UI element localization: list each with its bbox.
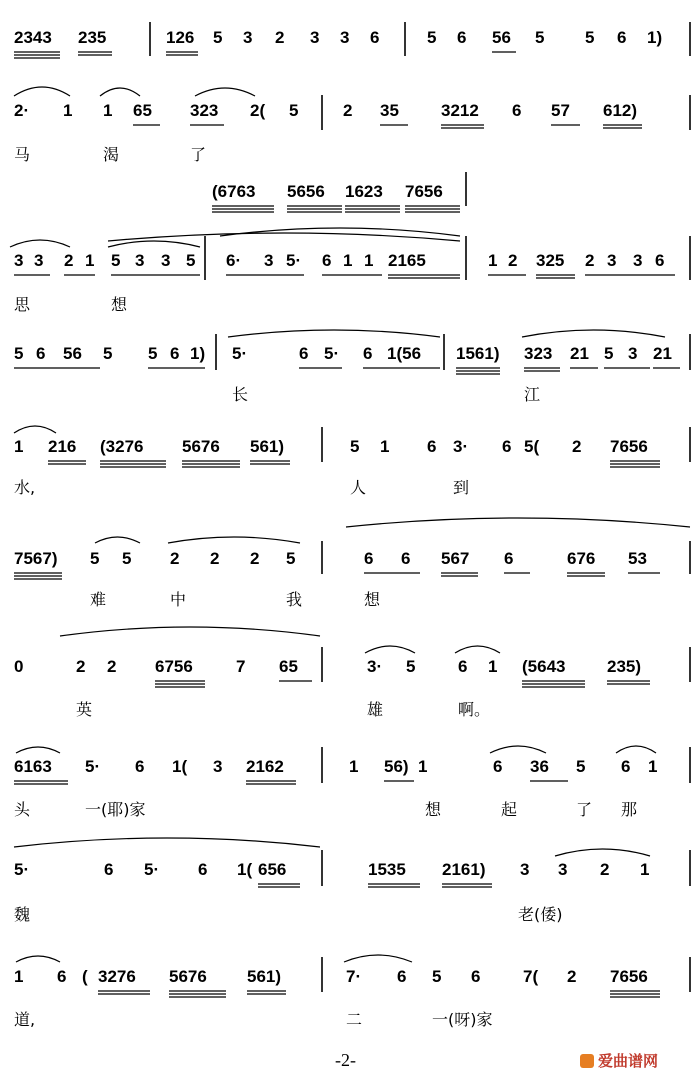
note-group: 57 <box>551 101 570 120</box>
note-group: 1623 <box>345 182 383 201</box>
note-group: 1535 <box>368 860 406 879</box>
slur <box>60 627 320 636</box>
note: 5· <box>286 251 302 270</box>
note: 1( <box>237 860 253 879</box>
slur <box>455 646 500 653</box>
note: 3 <box>264 251 274 270</box>
lyric: 道, <box>14 1010 36 1029</box>
note-group: 235 <box>78 28 107 47</box>
slur <box>16 747 60 753</box>
lyric: 我 <box>286 590 303 609</box>
note: 5 <box>585 28 595 47</box>
note: 2 <box>585 251 595 270</box>
note-group: 1(56 <box>387 344 422 363</box>
watermark <box>580 1050 658 1071</box>
note-group: 325 <box>536 251 565 270</box>
note: 6 <box>502 437 512 456</box>
note: 2 <box>600 860 610 879</box>
note: 3 <box>520 860 530 879</box>
note-group: 567 <box>441 549 470 568</box>
note-group: 36 <box>530 757 549 776</box>
note: 1( <box>172 757 188 776</box>
note-group: 2162 <box>246 757 284 776</box>
note-group: 7567) <box>14 549 58 568</box>
note: 5 <box>122 549 132 568</box>
note: 1 <box>648 757 658 776</box>
note-group: 21 <box>653 344 672 363</box>
note: 2 <box>107 657 117 676</box>
note: 1 <box>103 101 113 120</box>
note-group: 7656 <box>405 182 443 201</box>
slur <box>14 838 320 847</box>
lyric: 老(倭) <box>518 905 563 924</box>
lyric: 想 <box>111 295 128 314</box>
note: 1 <box>63 101 73 120</box>
note-group: 612) <box>603 101 638 120</box>
note: 5· <box>232 344 248 363</box>
note-group: 56 <box>492 28 511 47</box>
note: ( <box>82 967 88 986</box>
note: 1 <box>85 251 95 270</box>
lyric: 雄 <box>367 700 384 719</box>
note: 6 <box>617 28 627 47</box>
lyric: 啊。 <box>458 700 491 719</box>
note-group: (6763 <box>212 182 256 201</box>
note: 1 <box>640 860 650 879</box>
note: 6 <box>458 657 468 676</box>
note: 2 <box>170 549 180 568</box>
lyric: 了 <box>576 800 593 819</box>
note: 6· <box>226 251 242 270</box>
note: 5 <box>286 549 296 568</box>
lyric: 起 <box>501 800 518 819</box>
lyric: 渴 <box>103 145 120 164</box>
note: 1 <box>488 251 498 270</box>
note: 2 <box>343 101 353 120</box>
note: 1 <box>14 437 24 456</box>
note-group: 561) <box>247 967 282 986</box>
slur <box>168 537 300 543</box>
note: 5· <box>324 344 340 363</box>
note: 5 <box>103 344 113 363</box>
slur <box>100 88 140 96</box>
note-group: 1561) <box>456 344 500 363</box>
note-group: 7656 <box>610 967 648 986</box>
note: 1) <box>190 344 206 363</box>
note: 2· <box>14 101 30 120</box>
note: 2 <box>64 251 74 270</box>
note: 6 <box>370 28 380 47</box>
note: 6 <box>363 344 373 363</box>
note: 5 <box>148 344 158 363</box>
note: 3 <box>213 757 223 776</box>
slur <box>108 233 460 241</box>
slur <box>195 88 255 96</box>
note: 6 <box>427 437 437 456</box>
note: 6 <box>322 251 332 270</box>
lyric: 想 <box>364 590 381 609</box>
note: 3· <box>453 437 469 456</box>
note: 3 <box>34 251 44 270</box>
note-group: 65 <box>133 101 152 120</box>
note-group: 3276 <box>98 967 136 986</box>
note: 1 <box>14 967 24 986</box>
note: 3 <box>340 28 350 47</box>
lyric: 中 <box>170 590 187 609</box>
note-group: 216 <box>48 437 77 456</box>
note-group: 2161) <box>442 860 486 879</box>
note: 7( <box>523 967 539 986</box>
lyric: 人 <box>350 478 367 497</box>
note-group: 6756 <box>155 657 193 676</box>
note: 1 <box>418 757 428 776</box>
note: 5 <box>576 757 586 776</box>
note: 3 <box>310 28 320 47</box>
watermark-logo-icon <box>580 1054 594 1068</box>
note: 2 <box>567 967 577 986</box>
slur <box>555 849 650 856</box>
note: 5 <box>604 344 614 363</box>
slur <box>10 240 70 247</box>
note-group: (5643 <box>522 657 566 676</box>
note-group: 56 <box>63 344 82 363</box>
note-group: 3212 <box>441 101 479 120</box>
note: 6 <box>655 251 665 270</box>
note: 3· <box>367 657 383 676</box>
note-group: 6163 <box>14 757 52 776</box>
note: 6 <box>36 344 46 363</box>
lyric: 到 <box>453 478 470 497</box>
note: 6 <box>135 757 145 776</box>
note: 2 <box>250 549 260 568</box>
note: 1 <box>488 657 498 676</box>
note: 6 <box>198 860 208 879</box>
page-number: -2- <box>335 1050 356 1070</box>
note: 5 <box>289 101 299 120</box>
slur <box>14 426 56 433</box>
note: 5 <box>90 549 100 568</box>
lyric: 一(呀)家 <box>432 1010 493 1029</box>
note: 2 <box>76 657 86 676</box>
watermark-text: 爱曲谱网 <box>598 1052 659 1070</box>
note: 6 <box>493 757 503 776</box>
lyric: 水, <box>14 478 36 497</box>
slur <box>344 955 412 962</box>
note-group: 7656 <box>610 437 648 456</box>
lyric: 英 <box>76 700 93 719</box>
note: 6 <box>299 344 309 363</box>
note: 2 <box>210 549 220 568</box>
note: 5· <box>85 757 101 776</box>
note: 6 <box>401 549 411 568</box>
note: 6 <box>457 28 467 47</box>
note: 2( <box>250 101 266 120</box>
note: 3 <box>14 251 24 270</box>
note: 6 <box>170 344 180 363</box>
note: 1 <box>364 251 374 270</box>
slur <box>365 646 415 653</box>
note: 1 <box>349 757 359 776</box>
note-group: 676 <box>567 549 596 568</box>
slur <box>522 330 665 337</box>
lyric: 魏 <box>14 905 31 924</box>
note: 6 <box>57 967 67 986</box>
note: 5 <box>427 28 437 47</box>
lyric: 长 <box>232 385 249 404</box>
note-group: 2165 <box>388 251 426 270</box>
note: 6 <box>104 860 114 879</box>
note: 5 <box>111 251 121 270</box>
note-group: 56) <box>384 757 409 776</box>
lyric: 江 <box>524 385 541 404</box>
note-group: 53 <box>628 549 647 568</box>
note: 3 <box>628 344 638 363</box>
slur <box>228 330 440 337</box>
note-group: 21 <box>570 344 589 363</box>
lyric: 难 <box>90 590 107 609</box>
note: 5· <box>144 860 160 879</box>
note-group: 5656 <box>287 182 325 201</box>
lyric: 二 <box>346 1010 363 1029</box>
note-group: 323 <box>190 101 219 120</box>
note-group: 35 <box>380 101 399 120</box>
note-group: 561) <box>250 437 285 456</box>
lyric: 了 <box>190 145 207 164</box>
note: 5 <box>186 251 196 270</box>
note: 6 <box>621 757 631 776</box>
note-group: 323 <box>524 344 553 363</box>
note: 5 <box>213 28 223 47</box>
note: 2 <box>508 251 518 270</box>
slur <box>16 956 60 962</box>
note: 7 <box>236 657 246 676</box>
note: 5 <box>406 657 416 676</box>
lyric: 想 <box>425 800 442 819</box>
slur <box>14 87 70 96</box>
note: 6 <box>471 967 481 986</box>
note: 7· <box>346 967 362 986</box>
slur <box>95 537 140 543</box>
note: 6 <box>504 549 514 568</box>
lyric: 一(耶)家 <box>85 800 146 819</box>
note: 3 <box>633 251 643 270</box>
note: 0 <box>14 657 24 676</box>
note: 6 <box>397 967 407 986</box>
slur <box>616 746 656 753</box>
lyric: 思 <box>14 295 31 314</box>
note-group: 65 <box>279 657 298 676</box>
note-group: 656 <box>258 860 287 879</box>
note: 2 <box>572 437 582 456</box>
note: 3 <box>607 251 617 270</box>
note: 5· <box>14 860 30 879</box>
note: 3 <box>161 251 171 270</box>
note: 5 <box>350 437 360 456</box>
note: 6 <box>364 549 374 568</box>
note: 5( <box>524 437 540 456</box>
note: 1 <box>380 437 390 456</box>
note: 5 <box>432 967 442 986</box>
note: 1 <box>343 251 353 270</box>
note: 3 <box>135 251 145 270</box>
note: 5 <box>14 344 24 363</box>
slur <box>108 241 200 247</box>
note: 3 <box>243 28 253 47</box>
note: 1) <box>647 28 663 47</box>
note-group: 5676 <box>169 967 207 986</box>
note: 5 <box>535 28 545 47</box>
slur <box>346 518 690 527</box>
slur <box>220 228 460 236</box>
note-group: 235) <box>607 657 642 676</box>
note-group: 5676 <box>182 437 220 456</box>
note: 2 <box>275 28 285 47</box>
note-group: (3276 <box>100 437 144 456</box>
note-group: 2343 <box>14 28 52 47</box>
slur <box>490 746 546 753</box>
lyric: 那 <box>621 800 638 819</box>
note: 6 <box>512 101 522 120</box>
lyric: 头 <box>14 800 31 819</box>
note: 3 <box>558 860 568 879</box>
note-group: 126 <box>166 28 195 47</box>
lyric: 马 <box>14 145 31 164</box>
